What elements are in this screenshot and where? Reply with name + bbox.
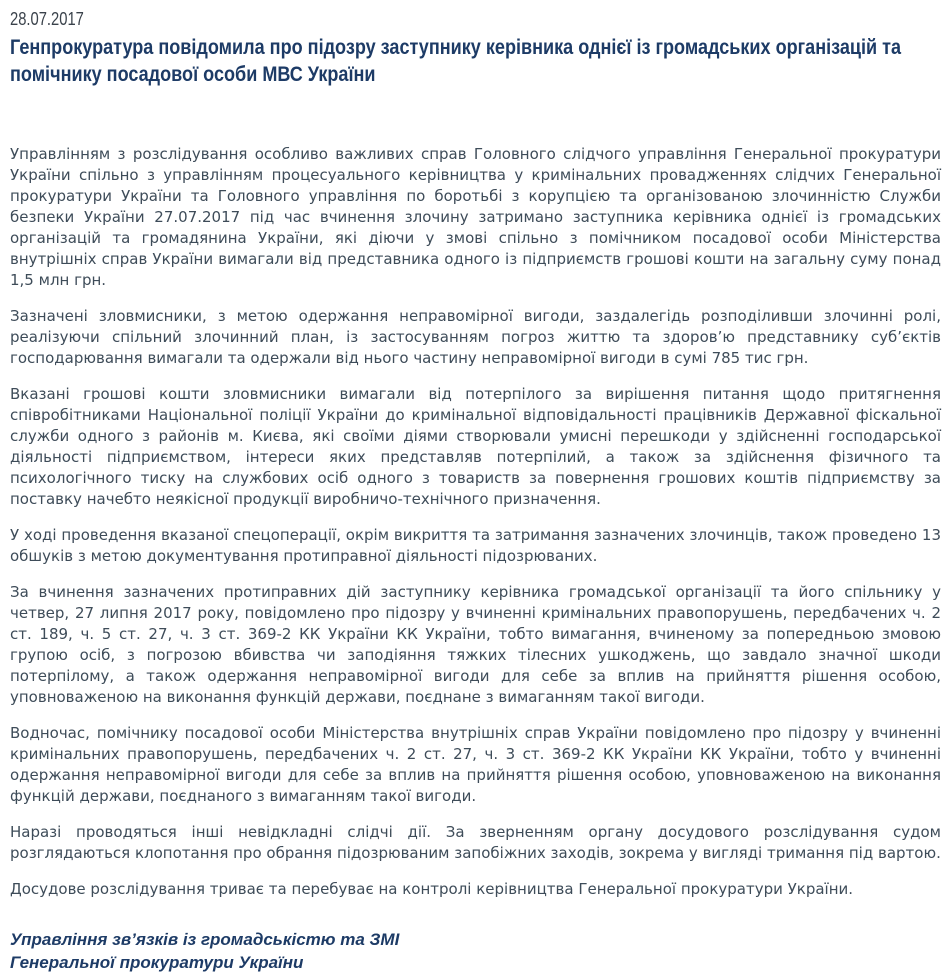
footer-signature-line: Управління зв’язків із громадськістю та ЗМІ bbox=[10, 930, 400, 949]
article-paragraph: Управлінням з розслідування особливо важливих справ Головного слідчого управління Генеральної прокуратури України спільно з управлінням процесуального керівництва у кримінальних провадженнях слідчих Генеральної прокуратури України та Головного управління по боротьбі з корупцією та організованою злочинністю Служби безпеки України 27.07.2017 під час вчинення злочину затримано заступника керівника однієї із громадських організацій та громадянина України, які діючи у змові спільно з помічником посадової особи Міністерства внутрішніх справ України вимагали від представника одного із підприємств грошові кошти на загальну суму понад 1,5 млн грн. bbox=[10, 145, 941, 289]
article-paragraph: Наразі проводяться інші невідкладні слідчі дії. За зверненням органу досудового розслідування судом розглядаються клопотання про обрання підозрюваним запобіжних заходів, зокрема у вигляді тримання під вартою. bbox=[10, 823, 941, 862]
article-paragraph: У ході проведення вказаної спецоперації, окрім викриття та затримання зазначених злочинців, також проведено 13 обшуків з метою документування протиправної діяльності підозрюваних. bbox=[10, 526, 941, 565]
article-paragraph: Вказані грошові кошти зловмисники вимагали від потерпілого за вирішення питання щодо притягнення співробітниками Національної поліції України до кримінальної відповідальності працівників Державної фіскальної служби одного з районів м. Києва, які своїми діями створювали умисні перешкоди у здійсненні господарської діяльності підприємством, інтереси яких представляв потерпілий, а також за здійснення фізичного та психологічного тиску на службових осіб одного з товариств за повернення грошових коштів підприємству за поставку начебто неякісної продукції виробничо-технічного призначення. bbox=[10, 385, 941, 508]
article-paragraph: Водночас, помічнику посадової особи Міністерства внутрішніх справ України повідомлено про підозру у вчиненні кримінальних правопорушень, передбачених ч. 2 ст. 27, ч. 3 ст. 369-2 КК України КК України, тобто у вчиненні одержання неправомірної вигоди для себе за вплив на прийняття рішення особою, уповноваженою на виконання функцій держави, поєднаного з вимаганням такої вигоди. bbox=[10, 724, 941, 805]
article-date: 28.07.2017 bbox=[10, 9, 84, 29]
footer-signature-line: Генеральної прокуратури України bbox=[10, 953, 304, 972]
footer-signature bbox=[10, 928, 941, 974]
article-paragraph: За вчинення зазначених протиправних дій заступнику керівника громадської організації та його спільнику у четвер, 27 липня 2017 року, повідомлено про підозру у вчиненні кримінальних правопорушень, передбачених ч. 2 ст. 189, ч. 5 ст. 27, ч. 3 ст. 369-2 КК України КК України, тобто вимагання, вчиненому за попередньою змовою групою осіб, з погрозою вбивства чи заподіяння тяжких тілесних ушкоджень, що завдало значної шкоди потерпілому, а також одержання неправомірної вигоди для себе за вплив на прийняття рішення особою, уповноваженою на виконання функцій держави, поєднане з вимаганням такої вигоди. bbox=[10, 583, 941, 706]
article-paragraph: Досудове розслідування триває та перебуває на контролі керівництва Генеральної прокуратури України. bbox=[10, 880, 854, 898]
article-body bbox=[10, 144, 941, 900]
article-title: Генпрокуратура повідомила про підозру заступнику керівника однієї із громадських організацій та помічнику посадової особи МВС України bbox=[10, 36, 902, 86]
article-paragraph: Зазначені зловмисники, з метою одержання неправомірної вигоди, заздалегідь розподіливши злочинні ролі, реалізуючи спільний злочинний план, із застосуванням погроз життю та здоров’ю представнику суб’єктів господарювання вимагали та одержали від нього частину неправомірної вигоди в сумі 785 тис грн. bbox=[10, 307, 941, 367]
